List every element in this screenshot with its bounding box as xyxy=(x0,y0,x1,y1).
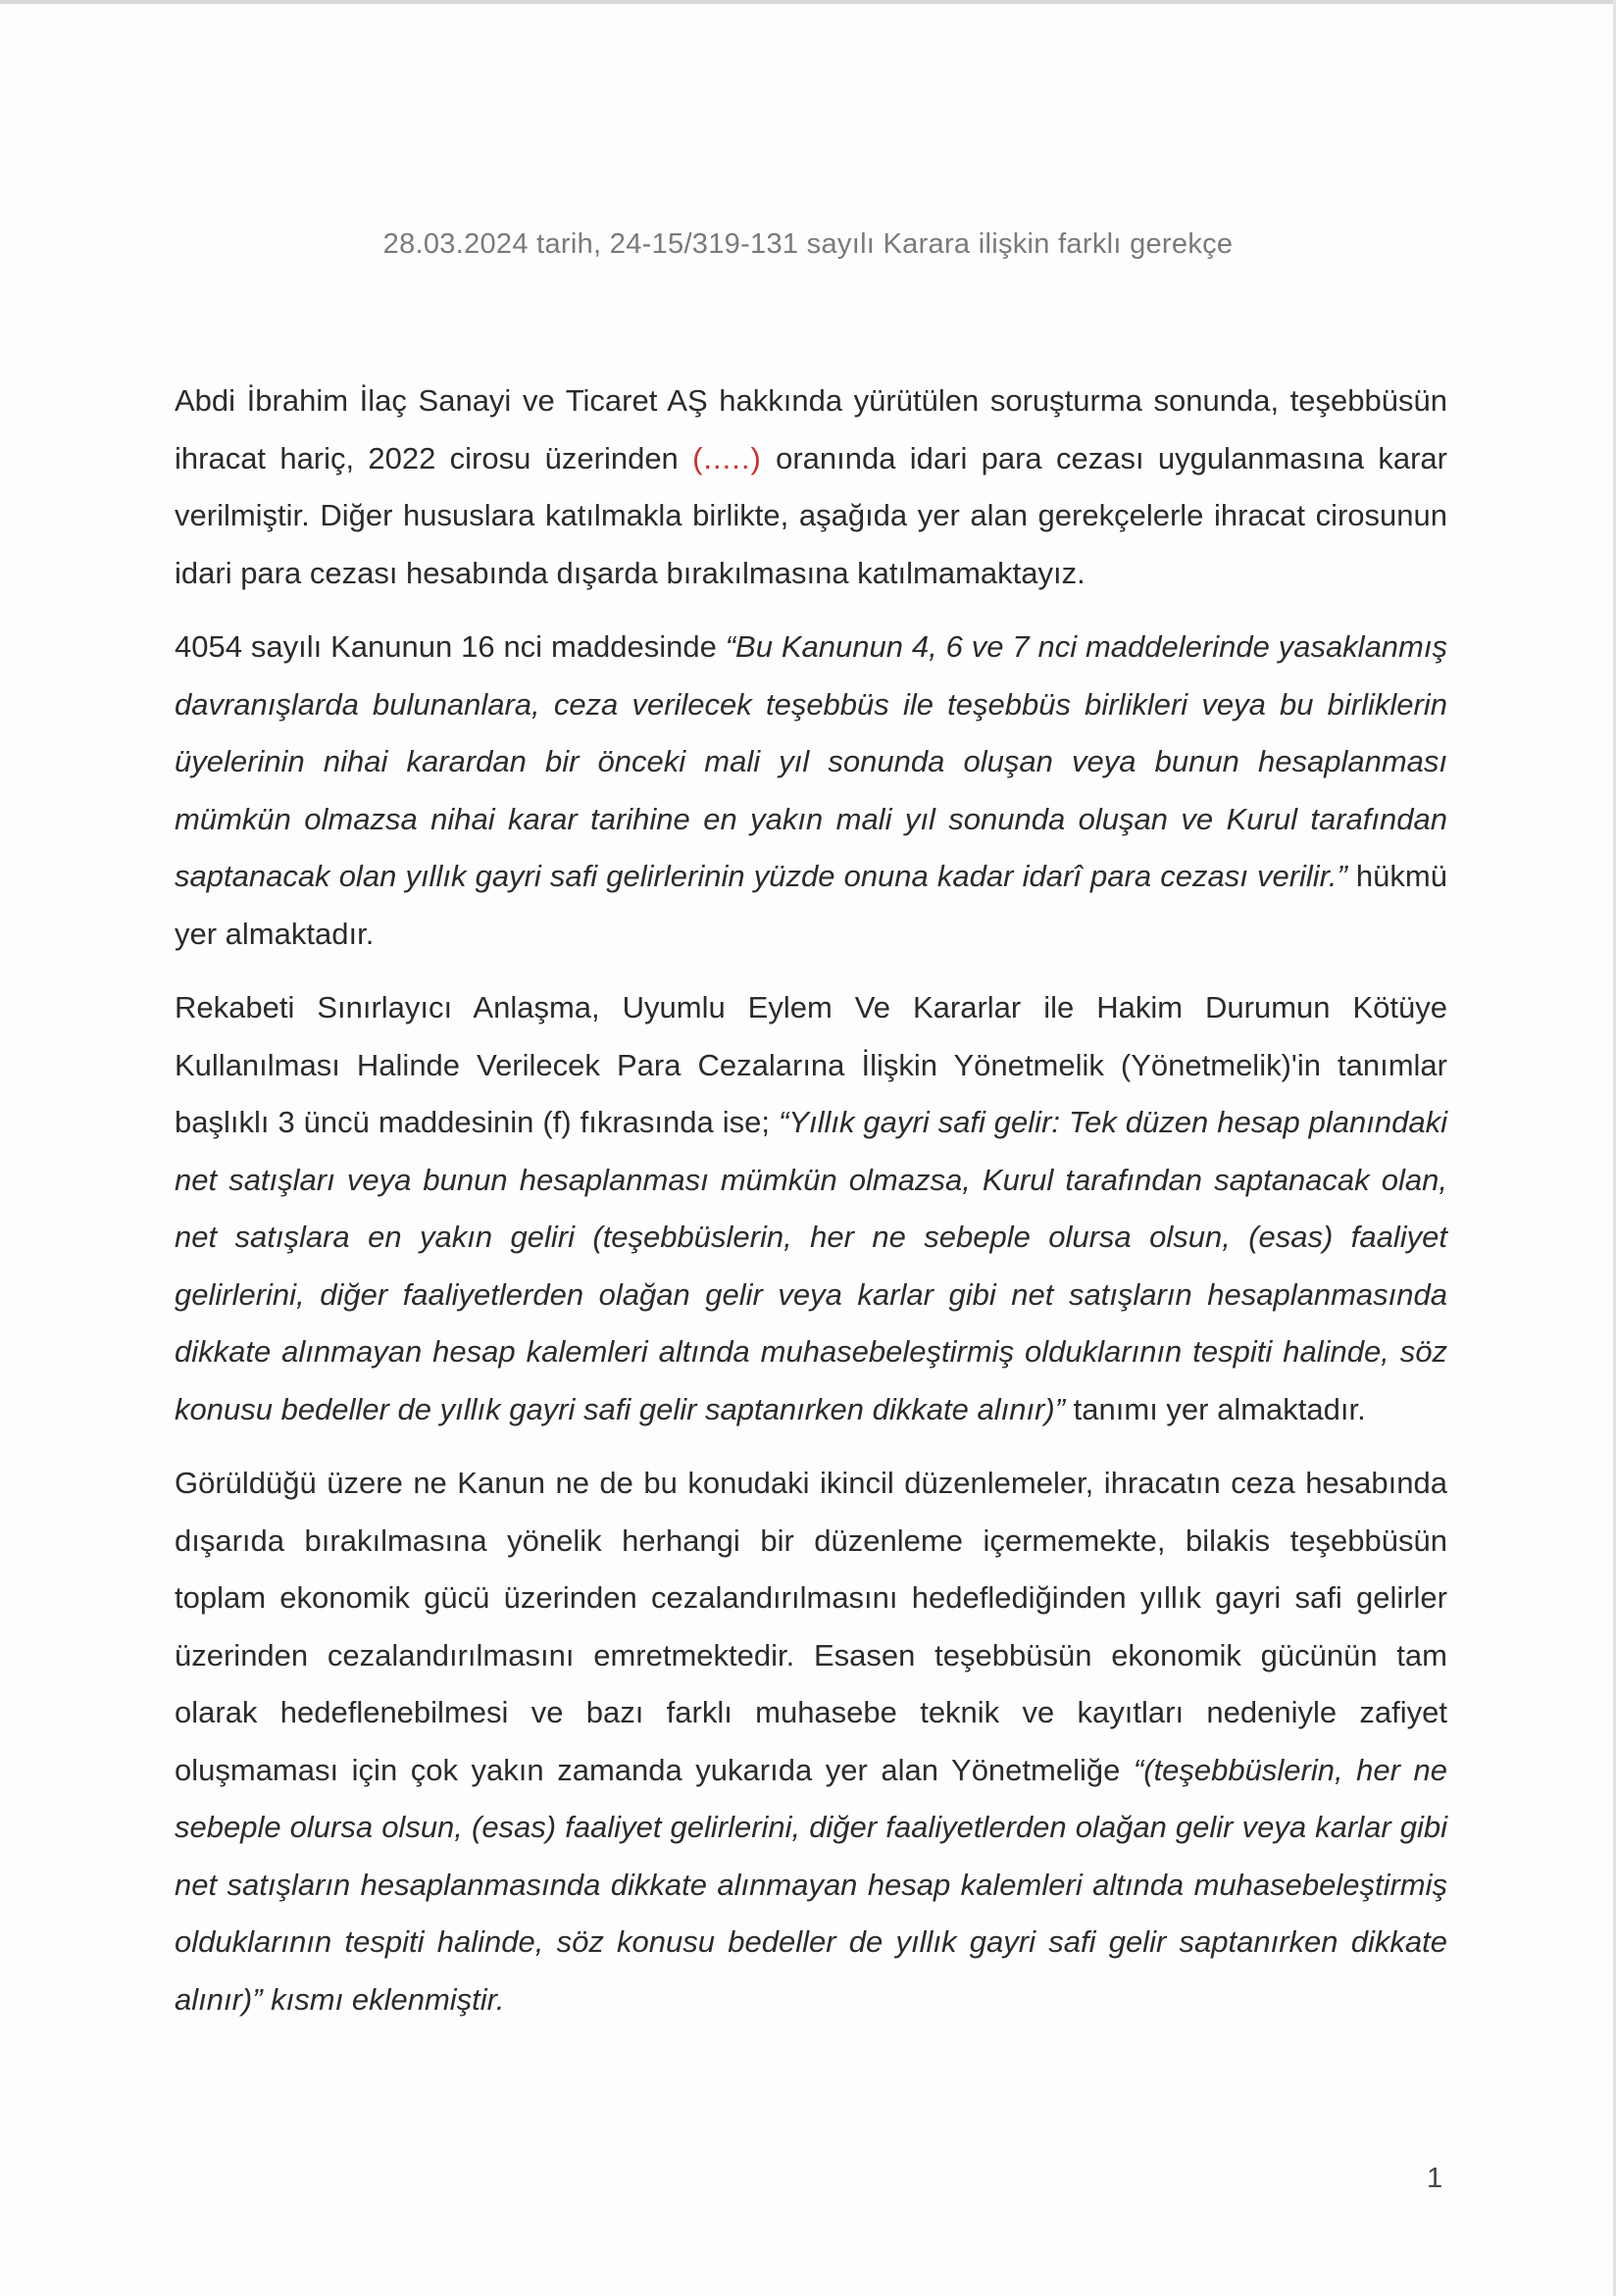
document-body xyxy=(175,373,1447,2045)
paragraph-3-text-a: Rekabeti Sınırlayıcı Anlaşma, Uyumlu Eylem Ve Kararlar ile Hakim Durumun Kötüye Kullanılması Halinde Verilecek Para Cezalarına İlişkin Yönetmelik (Yönetmelik)'in tanımlar başlıklı 3 üncü maddesinin (f) fıkrasında ise; xyxy=(175,990,1447,1139)
paragraph-1-text-a: Abdi İbrahim İlaç Sanayi ve Ticaret AŞ hakkında yürütülen soruşturma sonunda, teşebbüsün ihracat hariç, 2022 cirosu üzerinden xyxy=(175,383,1447,475)
redaction-mark: (.....) xyxy=(692,440,762,475)
paragraph-2-quote: “Bu Kanunun 4, 6 ve 7 nci maddelerinde yasaklanmış davranışlarda bulunanlara, ceza verilecek teşebbüs ile teşebbüs birlikleri veya bu birliklerin üyelerinin nihai karardan bir önceki mali yıl sonunda oluşan veya bunun hesaplanması mümkün olmazsa nihai karar tarihine en yakın mali yıl sonunda oluşan ve Kurul tarafından saptanacak olan yıllık gayri safi gelirlerinin yüzde onuna kadar idarî para cezası verilir.” xyxy=(175,629,1447,893)
paragraph-3 xyxy=(175,979,1447,1438)
paragraph-3-quote: “Yıllık gayri safi gelir: Tek düzen hesap planındaki net satışları veya bunun hesaplanması mümkün olmazsa, Kurul tarafından saptanacak olan, net satışlara en yakın geliri (teşebbüslerin, her ne sebeple olursa olsun, (esas) faaliyet gelirlerini, diğer faaliyetlerden olağan gelir veya karlar gibi net satışların hesaplanmasında dikkate alınmayan hesap kalemleri altında muhasebeleştirmiş olduklarının tespiti halinde, söz konusu bedeller de yıllık gayri safi gelir saptanırken dikkate alınır)” xyxy=(175,1105,1447,1426)
paragraph-1-text-b: oranında idari para cezası uygulanmasına karar verilmiştir. Diğer hususlara katılmakla birlikte, aşağıda yer alan gerekçelerle ihracat cirosunun idari para cezası hesabında dışarda bırakılmasına katılmamaktayız. xyxy=(175,440,1447,590)
scan-edge-top xyxy=(0,0,1616,4)
paragraph-4-text-a: Görüldüğü üzere ne Kanun ne de bu konudaki ikincil düzenlemeler, ihracatın ceza hesabında dışarıda bırakılmasına yönelik herhangi bir düzenleme içermemekte, bilakis teşebbüsün toplam ekonomik gücü üzerinden cezalandırılmasını hedeflediğinden yıllık gayri safi gelirler üzerinden cezalandırılmasını emretmektedir. Esasen teşebbüsün ekonomik gücünün tam olarak hedeflenebilmesi ve bazı farklı muhasebe teknik ve kayıtları nedeniyle zafiyet oluşmaması için çok yakın zamanda yukarıda yer alan Yönetmeliğe xyxy=(175,1466,1447,1787)
paragraph-3-text-b: tanımı yer almaktadır. xyxy=(1065,1391,1366,1426)
page-number: 1 xyxy=(1427,2163,1443,2194)
paragraph-1 xyxy=(175,373,1447,602)
paragraph-4 xyxy=(175,1455,1447,2028)
paragraph-2-text-b: hükmü yer almaktadır. xyxy=(175,859,1447,951)
paragraph-4-quote: “(teşebbüslerin, her ne sebeple olursa olsun, (esas) faaliyet gelirlerini, diğer faaliyetlerden olağan gelir veya karlar gibi net satışların hesaplanmasında dikkate alınmayan hesap kalemleri altında muhasebeleştirmiş olduklarının tespiti halinde, söz konusu bedeller de yıllık gayri safi gelir saptanırken dikkate alınır)” kısmı eklenmiştir. xyxy=(175,1752,1447,2017)
document-title: 28.03.2024 tarih, 24-15/319-131 sayılı Karara ilişkin farklı gerekçe xyxy=(382,228,1234,260)
paragraph-2-text-a: 4054 sayılı Kanunun 16 nci maddesinde xyxy=(175,629,726,664)
paragraph-2 xyxy=(175,619,1447,963)
